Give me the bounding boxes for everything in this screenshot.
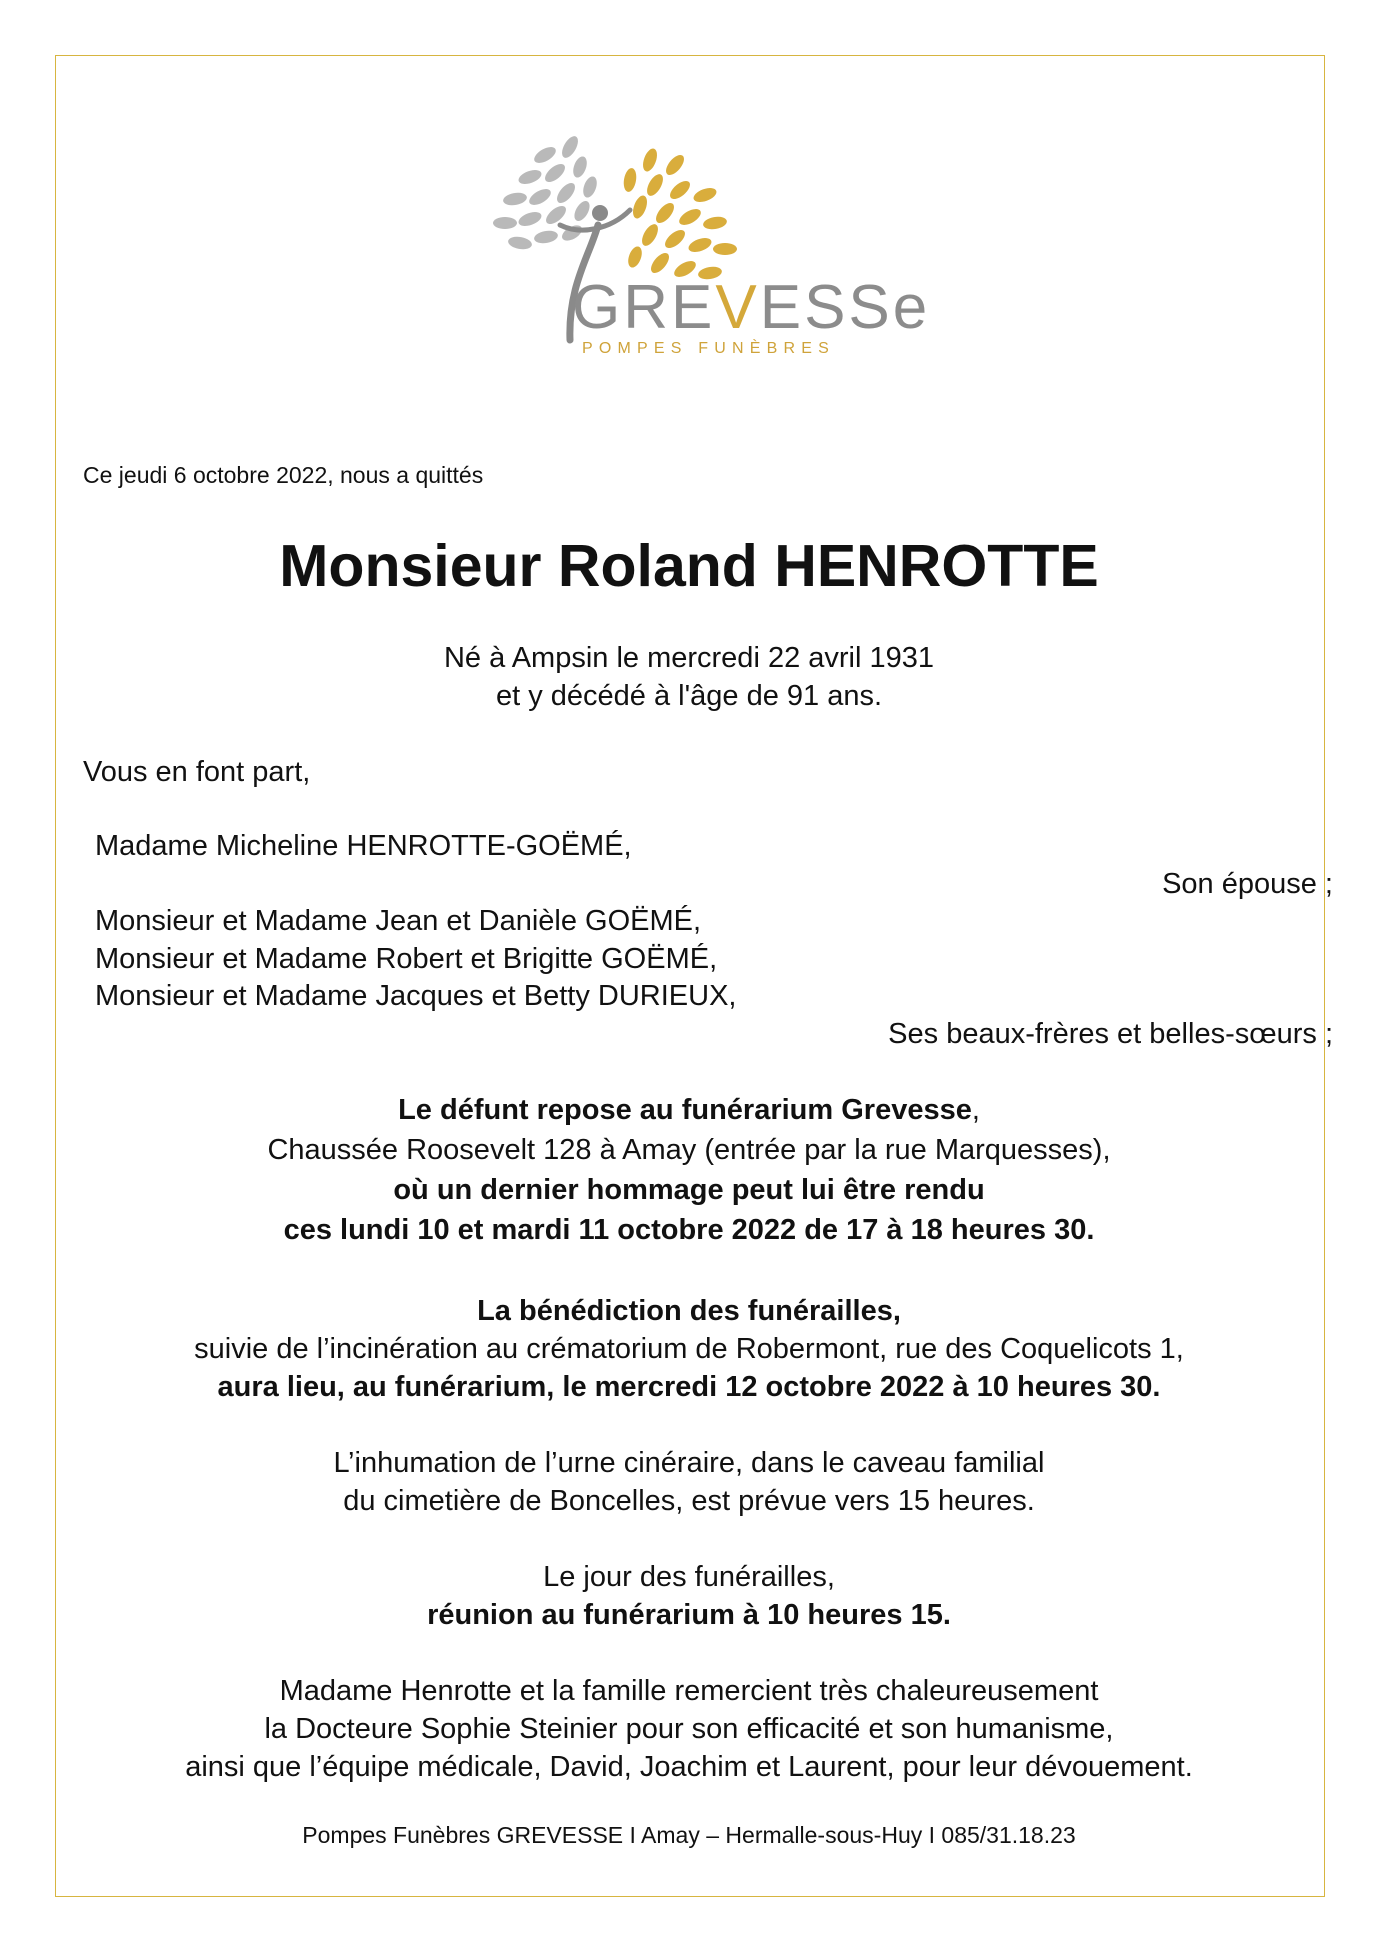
footer-contact: Pompes Funèbres GREVESSE I Amay – Hermalle-sous-Huy I 085/31.18.23 bbox=[302, 1822, 1076, 1848]
brand-subtitle: POMPES FUNÈBRES bbox=[582, 340, 836, 357]
deceased-name: Monsieur Roland HENROTTE bbox=[279, 533, 1099, 599]
thanks-line: la Docteure Sophie Steinier pour son efficacité et son humanisme, bbox=[264, 1713, 1114, 1745]
intro-text: Ce jeudi 6 octobre 2022, nous a quittés bbox=[83, 462, 484, 488]
family-spouse: Madame Micheline HENROTTE-GOËMÉ, bbox=[95, 830, 632, 862]
visitation-dates: ces lundi 10 et mardi 11 octobre 2022 de 17 à 18 heures 30. bbox=[283, 1214, 1095, 1246]
burial-line: du cimetière de Boncelles, est prévue vers 15 heures. bbox=[343, 1485, 1035, 1517]
visitation-address: Chaussée Roosevelt 128 à Amay (entrée par la rue Marquesses), bbox=[267, 1134, 1111, 1166]
death-line: et y décédé à l'âge de 91 ans. bbox=[495, 680, 883, 712]
announce-text: Vous en font part, bbox=[83, 756, 311, 788]
brand-wordmark: GREVESSe bbox=[572, 273, 931, 342]
blessing-cremation: suivie de l’incinération au crématorium de Robermont, rue des Coquelicots 1, bbox=[194, 1333, 1184, 1365]
visitation-heading: Le défunt repose au funérarium Grevesse, bbox=[398, 1094, 980, 1126]
visitation-tribute: où un dernier hommage peut lui être rendu bbox=[393, 1174, 985, 1206]
meeting-time: réunion au funérarium à 10 heures 15. bbox=[427, 1599, 951, 1631]
family-inlaw: Monsieur et Madame Jean et Danièle GOËMÉ, bbox=[95, 905, 702, 937]
family-inlaws-role: Ses beaux-frères et belles-sœurs ; bbox=[888, 1018, 1333, 1050]
meeting-line: Le jour des funérailles, bbox=[543, 1561, 835, 1593]
thanks-line: ainsi que l’équipe médicale, David, Joachim et Laurent, pour leur dévouement. bbox=[185, 1751, 1193, 1783]
birth-line: Né à Ampsin le mercredi 22 avril 1931 bbox=[443, 642, 934, 674]
burial-line: L’inhumation de l’urne cinéraire, dans le caveau familial bbox=[333, 1447, 1045, 1479]
family-inlaw: Monsieur et Madame Robert et Brigitte GOËMÉ, bbox=[95, 943, 718, 975]
thanks-line: Madame Henrotte et la famille remercient très chaleureusement bbox=[279, 1675, 1099, 1707]
blessing-date: aura lieu, au funérarium, le mercredi 12 octobre 2022 à 10 heures 30. bbox=[217, 1371, 1161, 1403]
blessing-heading: La bénédiction des funérailles, bbox=[477, 1295, 901, 1327]
family-inlaw: Monsieur et Madame Jacques et Betty DURIEUX, bbox=[95, 980, 737, 1012]
family-spouse-role: Son épouse ; bbox=[1162, 868, 1333, 900]
